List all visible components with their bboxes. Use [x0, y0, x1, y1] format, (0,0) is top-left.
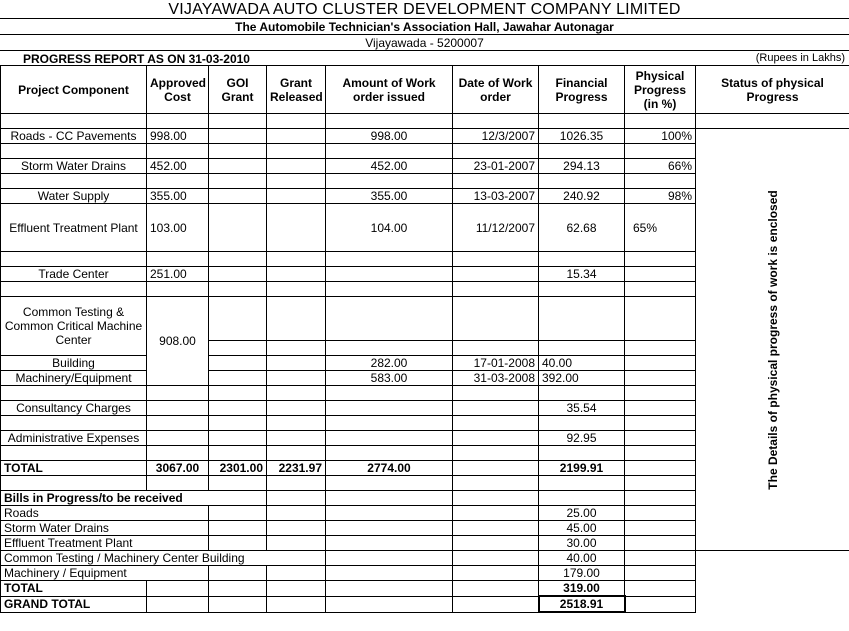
table-row [1, 129, 849, 144]
bills-row [1, 551, 849, 566]
cell-work-order[interactable]: 998.00 [326, 129, 453, 144]
cell-physical[interactable]: 65% [625, 204, 696, 252]
total-approved[interactable]: 3067.00 [147, 461, 209, 476]
bill-value[interactable]: 179.00 [539, 566, 625, 581]
cell-financial[interactable]: 40.00 [539, 356, 625, 371]
grand-total-label[interactable]: GRAND TOTAL [1, 596, 147, 612]
cell-component[interactable]: Common Testing & Common Critical Machine Center [1, 297, 147, 356]
bill-value[interactable]: 30.00 [539, 536, 625, 551]
cell-approved[interactable]: 998.00 [147, 129, 209, 144]
units-note: (Rupees in Lakhs) [755, 52, 845, 64]
cell-component[interactable]: Storm Water Drains [1, 159, 147, 174]
cell-component[interactable]: Roads - CC Pavements [1, 129, 147, 144]
cell-date[interactable]: 31-03-2008 [453, 371, 539, 386]
cell-date[interactable]: 11/12/2007 [453, 204, 539, 252]
bill-name[interactable]: Effluent Treatment Plant [1, 536, 209, 551]
cell-physical[interactable]: 66% [625, 159, 696, 174]
cell-date[interactable]: 12/3/2007 [453, 129, 539, 144]
company-address: Vijayawada - 5200007 [365, 36, 484, 50]
bill-name[interactable]: Storm Water Drains [1, 521, 209, 536]
divider [0, 34, 849, 35]
bill-value[interactable]: 40.00 [539, 551, 625, 566]
report-label: PROGRESS REPORT AS ON 31-03-2010 [23, 52, 250, 66]
cell-financial[interactable]: 392.00 [539, 371, 625, 386]
cell-work-order[interactable]: 104.00 [326, 204, 453, 252]
cell-financial[interactable]: 15.34 [539, 267, 625, 282]
cell-approved[interactable]: 251.00 [147, 267, 209, 282]
cell-work-order[interactable]: 282.00 [326, 356, 453, 371]
cell-work-order[interactable]: 355.00 [326, 189, 453, 204]
divider [0, 50, 849, 51]
total-label[interactable]: TOTAL [1, 461, 147, 476]
cell-date[interactable]: 17-01-2008 [453, 356, 539, 371]
bill-name[interactable]: Machinery / Equipment [1, 566, 209, 581]
table-row [1, 114, 849, 129]
grand-total-value[interactable]: 2518.91 [539, 596, 625, 612]
cell-work-order[interactable]: 452.00 [326, 159, 453, 174]
cell-component[interactable]: Water Supply [1, 189, 147, 204]
bill-name[interactable]: Roads [1, 506, 209, 521]
bills-total-value[interactable]: 319.00 [539, 581, 625, 597]
cell-component[interactable]: Trade Center [1, 267, 147, 282]
cell-financial[interactable]: 92.95 [539, 431, 625, 446]
progress-table [0, 65, 849, 613]
col-header-date[interactable]: Date of Work order [453, 66, 539, 114]
bills-heading[interactable]: Bills in Progress/to be received [1, 491, 267, 506]
cell-approved[interactable]: 103.00 [147, 204, 209, 252]
bill-value[interactable]: 45.00 [539, 521, 625, 536]
col-header-status[interactable]: Status of physical Progress [696, 66, 849, 114]
status-cell[interactable] [696, 129, 849, 551]
bills-row [1, 566, 849, 581]
cell-approved[interactable]: 355.00 [147, 189, 209, 204]
cell-physical[interactable]: 100% [625, 129, 696, 144]
bill-name[interactable]: Common Testing / Machinery Center Building [1, 551, 326, 566]
cell-financial[interactable]: 35.54 [539, 401, 625, 416]
cell-approved[interactable]: 452.00 [147, 159, 209, 174]
cell-component[interactable]: Consultancy Charges [1, 401, 147, 416]
total-work-order[interactable]: 2774.00 [326, 461, 453, 476]
total-financial[interactable]: 2199.91 [539, 461, 625, 476]
status-note: The Details of physical progress of work is enclosed [765, 189, 780, 490]
col-header-goi[interactable]: GOI Grant [209, 66, 267, 114]
cell-date[interactable]: 23-01-2007 [453, 159, 539, 174]
cell-financial[interactable]: 294.13 [539, 159, 625, 174]
col-header-physical[interactable]: Physical Progress (in %) [625, 66, 696, 114]
total-goi[interactable]: 2301.00 [209, 461, 267, 476]
cell-work-order[interactable]: 583.00 [326, 371, 453, 386]
cell-date[interactable]: 13-03-2007 [453, 189, 539, 204]
col-header-work-order[interactable]: Amount of Work order issued [326, 66, 453, 114]
bills-total-label[interactable]: TOTAL [1, 581, 147, 597]
bill-value[interactable]: 25.00 [539, 506, 625, 521]
cell-component[interactable]: Machinery/Equipment [1, 371, 147, 386]
col-header-financial[interactable]: Financial Progress [539, 66, 625, 114]
cell-component[interactable]: Administrative Expenses [1, 431, 147, 446]
cell-financial[interactable]: 1026.35 [539, 129, 625, 144]
cell-component[interactable]: Building [1, 356, 147, 371]
bills-total-row [1, 581, 849, 597]
company-title: VIJAYAWADA AUTO CLUSTER DEVELOPMENT COMPANY LIMITED [168, 1, 681, 18]
company-subtitle: The Automobile Technician's Association Hall, Jawahar Autonagar [235, 20, 614, 34]
divider [0, 18, 849, 19]
header-row [1, 66, 849, 114]
grand-total-row [1, 596, 849, 612]
col-header-component[interactable]: Project Component [1, 66, 147, 114]
cell-financial[interactable]: 240.92 [539, 189, 625, 204]
cell-approved[interactable]: 908.00 [147, 297, 209, 386]
col-header-approved[interactable]: Approved Cost [147, 66, 209, 114]
cell-financial[interactable]: 62.68 [539, 204, 625, 252]
col-header-released[interactable]: Grant Released [267, 66, 326, 114]
cell-component[interactable]: Effluent Treatment Plant [1, 204, 147, 252]
total-released[interactable]: 2231.97 [267, 461, 326, 476]
cell-physical[interactable]: 98% [625, 189, 696, 204]
